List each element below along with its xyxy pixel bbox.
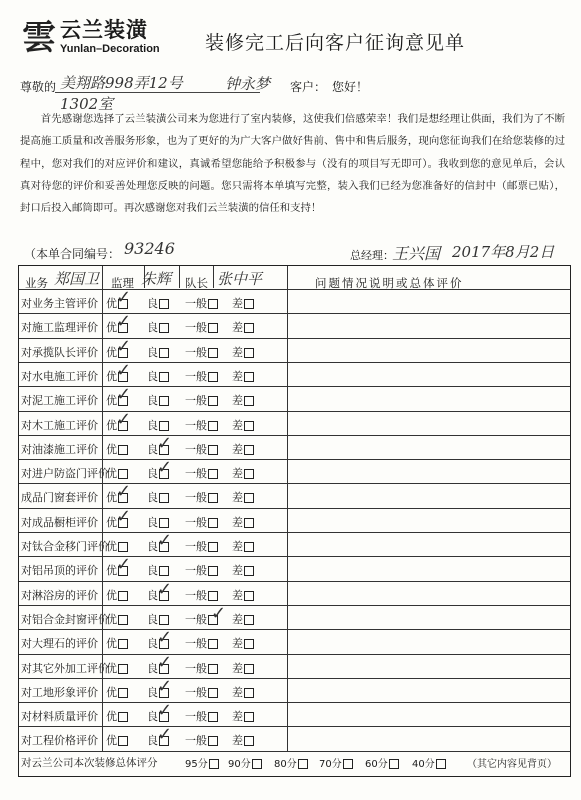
header-business-value: 郑国卫 <box>54 270 100 288</box>
rating-option[interactable]: 良 <box>147 562 169 578</box>
contract-code-label: （本单合同编号： <box>24 247 121 261</box>
salutation-suffix: 客户： 您好！ <box>290 80 369 94</box>
row-divider <box>19 702 570 703</box>
rating-option[interactable]: 差 <box>232 708 254 724</box>
row-label: 对业务主管评价 <box>21 297 98 310</box>
header-supervisor-value: 朱辉 <box>141 270 172 288</box>
row-label: 对大理石的评价 <box>21 637 98 651</box>
col-divider <box>102 266 103 752</box>
rating-option[interactable]: 优 <box>106 708 128 724</box>
rating-option[interactable]: 差 <box>232 611 254 627</box>
header-captain-label: 队长 <box>185 276 208 290</box>
row-label: 对承揽队长评价 <box>21 345 98 359</box>
rating-option[interactable]: 优 <box>106 417 128 433</box>
rating-option[interactable]: 差 <box>232 344 254 360</box>
row-divider <box>19 629 570 630</box>
rating-option[interactable]: 差 <box>232 441 254 457</box>
row-divider <box>19 605 570 606</box>
row-divider <box>19 581 570 582</box>
row-divider <box>19 313 570 314</box>
check-mark: ✓ <box>116 335 132 357</box>
logo-english: Yunlan–Decoration <box>60 43 160 55</box>
rating-option[interactable]: 一般 <box>185 587 218 603</box>
check-mark: ✓ <box>157 724 173 746</box>
check-mark: ✓ <box>116 359 132 381</box>
check-mark: ✓ <box>157 651 173 673</box>
rating-option[interactable]: 差 <box>232 489 254 505</box>
check-mark: ✓ <box>116 481 132 503</box>
rating-option[interactable]: 差 <box>232 562 254 578</box>
intro-paragraph: 首先感谢您选择了云兰装潢公司来为您进行了室内装修，这使我们倍感荣幸！我们是想经理让供面，我们为了不断提高施工质量和改善服务形象，也为了更好的为广大客户做好售前、售中和售后服务，现向您征询我们在给您装修的过程中，您对我们的对应评价和建议，真诚希望您能给予积极参与（没有的项目写无即可）。我收到您的意见单后，会认真对待您的评价和妥善处理您反映的问题。您只需将本单填写完整，装入我们已经为您准备好的信封中（邮票已贴），封口后投入邮筒即可。再次感谢您对我们云兰装潢的信任和支持！ <box>20 113 565 215</box>
contract-code-value: 93246 <box>124 239 175 258</box>
rating-option[interactable]: 优 <box>106 295 128 311</box>
rating-option[interactable]: 优 <box>106 319 128 335</box>
rating-option[interactable]: 差 <box>232 417 254 433</box>
rating-option[interactable]: 一般 <box>185 319 218 335</box>
rating-option[interactable]: 一般 <box>185 368 218 384</box>
salutation-prefix: 尊敬的 <box>20 80 57 94</box>
row-label: 对油漆施工评价 <box>21 442 98 456</box>
rating-option[interactable]: 一般 <box>185 611 218 627</box>
rating-option[interactable]: 差 <box>232 587 254 603</box>
rating-option[interactable]: 一般 <box>185 295 218 311</box>
score-option[interactable]: 70分 <box>319 755 353 770</box>
row-label: 对铝吊顶的评价 <box>21 564 98 578</box>
rating-option[interactable]: 优 <box>106 611 128 627</box>
score-option[interactable]: 95分 <box>185 755 219 770</box>
row-label: 对水电施工评价 <box>21 369 98 383</box>
rating-option[interactable]: 一般 <box>185 344 218 360</box>
row-divider <box>19 386 570 387</box>
manager-date: 2017年8月2日 <box>452 243 555 261</box>
rating-option[interactable]: 良 <box>147 392 169 408</box>
rating-option[interactable]: 良 <box>147 319 169 335</box>
check-mark: ✓ <box>157 530 173 551</box>
manager-line <box>350 243 555 263</box>
rating-option[interactable]: 一般 <box>185 635 218 651</box>
form-title: 装修完工后向客户征询意见单 <box>205 32 466 54</box>
row-divider <box>19 362 570 363</box>
score-option[interactable]: 90分 <box>228 755 262 770</box>
row-label: 对成品橱柜评价 <box>21 515 98 529</box>
rating-option[interactable]: 良 <box>147 635 169 651</box>
rating-option[interactable]: 优 <box>106 489 128 505</box>
rating-option[interactable]: 一般 <box>185 684 218 700</box>
rating-option[interactable]: 良 <box>147 489 169 505</box>
contract-code <box>24 239 175 262</box>
rating-option[interactable]: 优 <box>106 587 128 603</box>
rating-option[interactable]: 优 <box>106 684 128 700</box>
rating-option[interactable]: 一般 <box>185 732 218 748</box>
rating-option[interactable]: 差 <box>232 295 254 311</box>
rating-option[interactable]: 良 <box>147 465 169 481</box>
rating-option[interactable]: 差 <box>232 514 254 530</box>
rating-option[interactable]: 优 <box>106 635 128 651</box>
check-mark: ✓ <box>211 602 227 624</box>
row-divider <box>19 508 570 509</box>
rating-option[interactable]: 一般 <box>185 392 218 408</box>
rating-option[interactable]: 优 <box>106 392 128 408</box>
check-mark: ✓ <box>116 384 132 406</box>
check-mark: ✓ <box>116 287 132 308</box>
footer-divider <box>19 751 570 752</box>
check-mark: ✓ <box>157 432 173 454</box>
row-divider <box>19 411 570 412</box>
rating-option[interactable]: 差 <box>232 732 254 748</box>
rating-option[interactable]: 优 <box>106 344 128 360</box>
header-problem-label: 问题情况说明或总体评价 <box>315 276 464 290</box>
row-label: 对工地形象评价 <box>21 685 98 699</box>
score-option[interactable]: 80分 <box>274 755 308 770</box>
rating-option[interactable]: 差 <box>232 319 254 335</box>
rating-option[interactable]: 一般 <box>185 465 218 481</box>
row-label: 对木工施工评价 <box>21 418 98 432</box>
col-divider <box>179 266 180 288</box>
check-mark: ✓ <box>157 578 173 600</box>
rating-option[interactable]: 一般 <box>185 538 218 554</box>
header-supervisor-label: 监理 <box>111 276 134 290</box>
rating-option[interactable]: 良 <box>147 587 169 603</box>
rating-option[interactable]: 一般 <box>185 514 218 530</box>
rating-option[interactable]: 一般 <box>185 562 218 578</box>
rating-option[interactable]: 良 <box>147 732 169 748</box>
row-label: 对施工监理评价 <box>21 321 98 335</box>
header-captain-value: 张中平 <box>217 270 263 288</box>
rating-option[interactable]: 差 <box>232 635 254 651</box>
rating-option[interactable]: 差 <box>232 684 254 700</box>
rating-option[interactable]: 良 <box>147 514 169 530</box>
rating-option[interactable]: 良 <box>147 441 169 457</box>
score-option[interactable]: 40分 <box>412 755 446 770</box>
row-label: 成品门窗套评价 <box>21 491 98 505</box>
check-mark: ✓ <box>116 408 132 430</box>
row-divider <box>19 532 570 533</box>
col-divider <box>144 266 145 288</box>
check-mark: ✓ <box>157 675 173 697</box>
rating-option[interactable]: 优 <box>106 562 128 578</box>
score-option[interactable]: 60分 <box>365 755 399 770</box>
rating-option[interactable]: 良 <box>147 417 169 433</box>
check-mark: ✓ <box>157 700 173 722</box>
rating-option[interactable]: 优 <box>106 660 128 676</box>
rating-option[interactable]: 一般 <box>185 489 218 505</box>
check-mark: ✓ <box>116 311 132 333</box>
col-divider <box>213 266 214 288</box>
rating-option[interactable]: 良 <box>147 344 169 360</box>
rating-option[interactable]: 良 <box>147 538 169 554</box>
rating-option[interactable]: 优 <box>106 368 128 384</box>
total-score-label: 对云兰公司本次装修总体评分 <box>21 757 158 769</box>
rating-option[interactable]: 良 <box>147 684 169 700</box>
check-mark: ✓ <box>157 457 173 479</box>
manager-signature: 王兴国 <box>392 244 441 263</box>
rating-option[interactable]: 差 <box>232 660 254 676</box>
rating-option[interactable]: 一般 <box>185 708 218 724</box>
rating-option[interactable]: 良 <box>147 368 169 384</box>
rating-option[interactable]: 差 <box>232 465 254 481</box>
company-logo <box>22 8 172 68</box>
check-mark: ✓ <box>116 554 132 576</box>
row-divider <box>19 435 570 436</box>
check-mark: ✓ <box>116 505 132 527</box>
logo-mark: 雲 <box>22 18 56 58</box>
salutation <box>20 74 369 113</box>
row-label: 对其它外加工评价 <box>21 661 109 675</box>
rating-option[interactable]: 优 <box>106 732 128 748</box>
row-divider <box>19 678 570 679</box>
manager-label: 总经理： <box>350 249 394 262</box>
row-divider <box>19 556 570 557</box>
rating-option[interactable]: 良 <box>147 295 169 311</box>
header-business-label: 业务 <box>25 276 48 290</box>
row-divider <box>19 726 570 727</box>
rating-option[interactable]: 良 <box>147 611 169 627</box>
rating-option[interactable]: 差 <box>232 392 254 408</box>
address-underline <box>55 92 260 93</box>
row-divider <box>19 459 570 460</box>
rating-option[interactable]: 优 <box>106 538 128 554</box>
row-label: 对铝合金封窗评价 <box>21 612 109 626</box>
rating-option[interactable]: 一般 <box>185 441 218 457</box>
rating-option[interactable]: 一般 <box>185 417 218 433</box>
row-divider <box>19 289 570 290</box>
rating-option[interactable]: 优 <box>106 514 128 530</box>
rating-option[interactable]: 优 <box>106 441 128 457</box>
row-label: 对工程价格评价 <box>21 734 98 748</box>
row-divider <box>19 483 570 484</box>
row-label: 对泥工施工评价 <box>21 394 98 408</box>
row-label: 对淋浴房的评价 <box>21 588 98 602</box>
back-page-note: （其它内容见背页） <box>467 759 557 770</box>
logo-chinese: 云兰装潢 <box>60 18 148 42</box>
rating-option[interactable]: 良 <box>147 660 169 676</box>
rating-option[interactable]: 良 <box>147 708 169 724</box>
rating-option[interactable]: 一般 <box>185 660 218 676</box>
rating-option[interactable]: 差 <box>232 538 254 554</box>
col-divider <box>287 266 288 752</box>
row-label: 对钛合金移门评价 <box>21 540 109 553</box>
row-divider <box>19 338 570 339</box>
rating-option[interactable]: 差 <box>232 368 254 384</box>
customer-address: 美翔路998弄12号1302室 <box>60 74 183 113</box>
row-label: 对进户防盗门评价 <box>21 467 109 481</box>
row-divider <box>19 654 570 655</box>
check-mark: ✓ <box>157 627 173 649</box>
rating-option[interactable]: 优 <box>106 465 128 481</box>
evaluation-table <box>18 265 571 777</box>
row-label: 对材料质量评价 <box>21 710 98 724</box>
customer-name: 钟永梦 <box>225 75 271 93</box>
